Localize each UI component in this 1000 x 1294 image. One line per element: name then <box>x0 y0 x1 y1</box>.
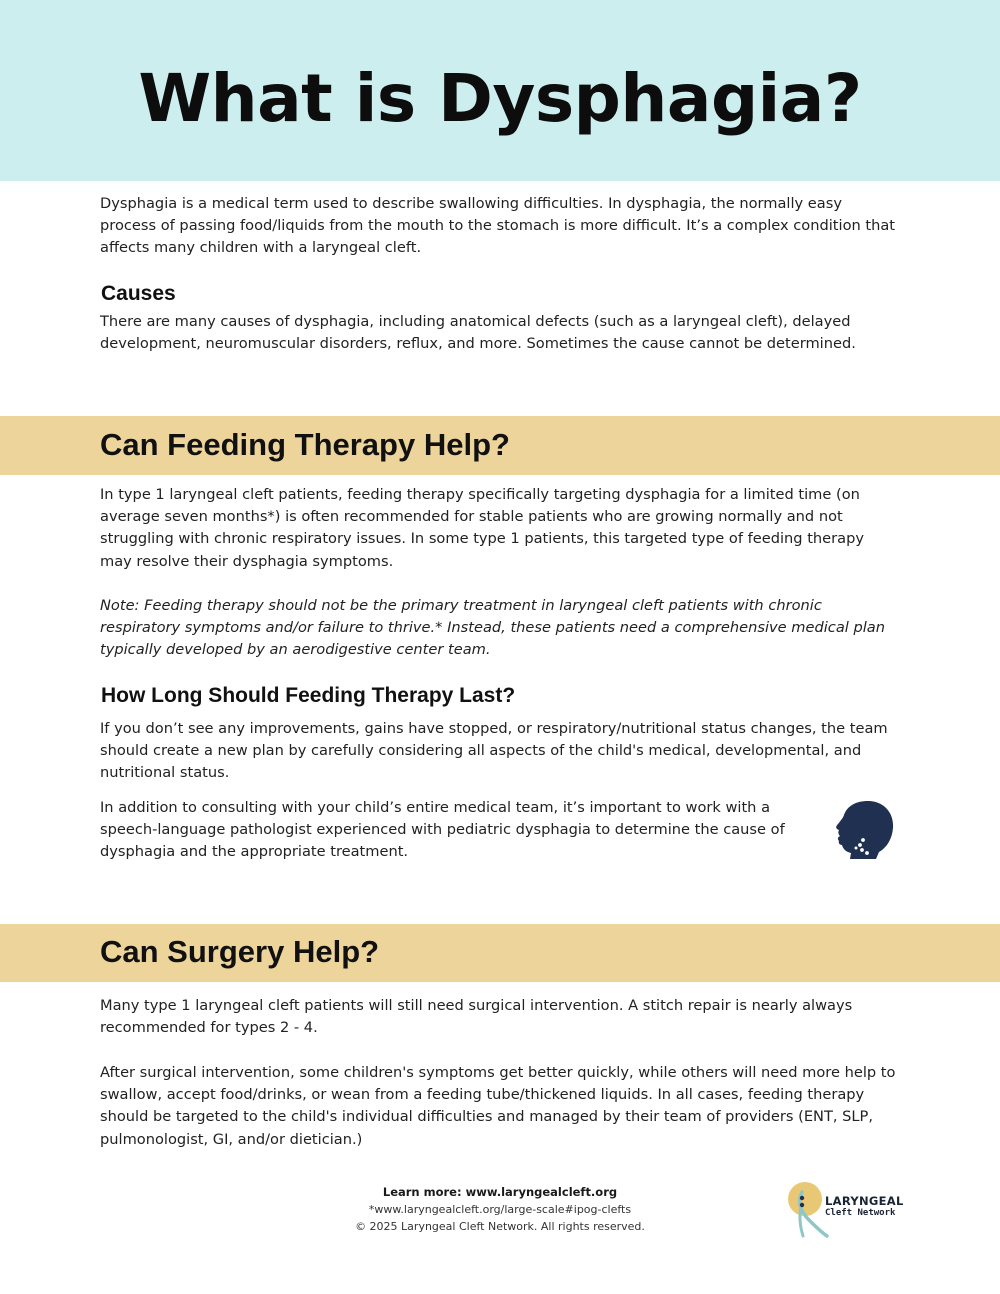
consult-paragraph: In addition to consulting with your child’s entire medical team, it’s important to work with a speech-language pathologist experienced with pediatric dysphagia to determine the cause of dysphagia and the appropriate treatment. <box>100 799 785 861</box>
surgery-paragraph-1: Many type 1 laryngeal cleft patients will still need surgical intervention. A stitch repair is nearly always recommended for types 2 - 4. <box>100 997 853 1037</box>
causes-paragraph: There are many causes of dysphagia, including anatomical defects (such as a laryngeal cleft), delayed development, neuromuscular disorders, reflux, and more. Sometimes the cause cannot be determined. <box>100 313 856 353</box>
duration-paragraph: If you don’t see any improvements, gains have stopped, or respiratory/nutritional status changes, the team should create a new plan by carefully considering all aspects of the child's medical, developmental, and nutritional status. <box>100 720 888 782</box>
page-title: What is Dysphagia? <box>138 60 862 137</box>
surgery-paragraph-2: After surgical intervention, some children's symptoms get better quickly, while others will need more help to swallow, accept food/drinks, or wean from a feeding tube/thickened liquids. In all cases, feeding therapy should be targeted to the child's individual difficulties and managed by their team of providers (ENT, SLP, pulmonologist, GI, and/or dietician.) <box>100 1064 896 1148</box>
footer-copyright: © 2025 Laryngeal Cleft Network. All rights reserved. <box>355 1220 645 1233</box>
footer <box>300 1183 700 1235</box>
surgery-heading: Can Surgery Help? <box>100 934 380 969</box>
feeding-therapy-note: Note: Feeding therapy should not be the primary treatment in laryngeal cleft patients with chronic respiratory symptoms and/or failure to thrive.* Instead, these patients need a comprehensive medical plan typically developed by an aerodigestive center team. <box>100 597 885 659</box>
feeding-therapy-heading: Can Feeding Therapy Help? <box>100 427 510 462</box>
footer-learn-more: Learn more: www.laryngealcleft.org <box>382 1185 618 1199</box>
intro-paragraph: Dysphagia is a medical term used to describe swallowing difficulties. In dysphagia, the normally easy process of passing food/liquids from the mouth to the stomach is more difficult. It’s a complex condition that affects many children with a laryngeal cleft. <box>100 195 896 257</box>
child-profile-icon <box>832 798 896 862</box>
duration-heading: How Long Should Feeding Therapy Last? <box>101 684 516 707</box>
footer-source: *www.laryngealcleft.org/large-scale#ipog-clefts <box>368 1203 632 1216</box>
logo-wordmark: LARYNGEAL <box>825 1194 904 1208</box>
laryngeal-cleft-logo <box>785 1180 915 1238</box>
logo-subtitle: Cleft Network <box>825 1208 896 1218</box>
causes-heading: Causes <box>101 282 176 305</box>
feeding-therapy-paragraph: In type 1 laryngeal cleft patients, feeding therapy specifically targeting dysphagia for a limited time (on average seven months*) is often recommended for stable patients who are growing normally and not struggling with chronic respiratory issues. In some type 1 patients, this targeted type of feeding therapy may resolve their dysphagia symptoms. <box>100 486 864 570</box>
